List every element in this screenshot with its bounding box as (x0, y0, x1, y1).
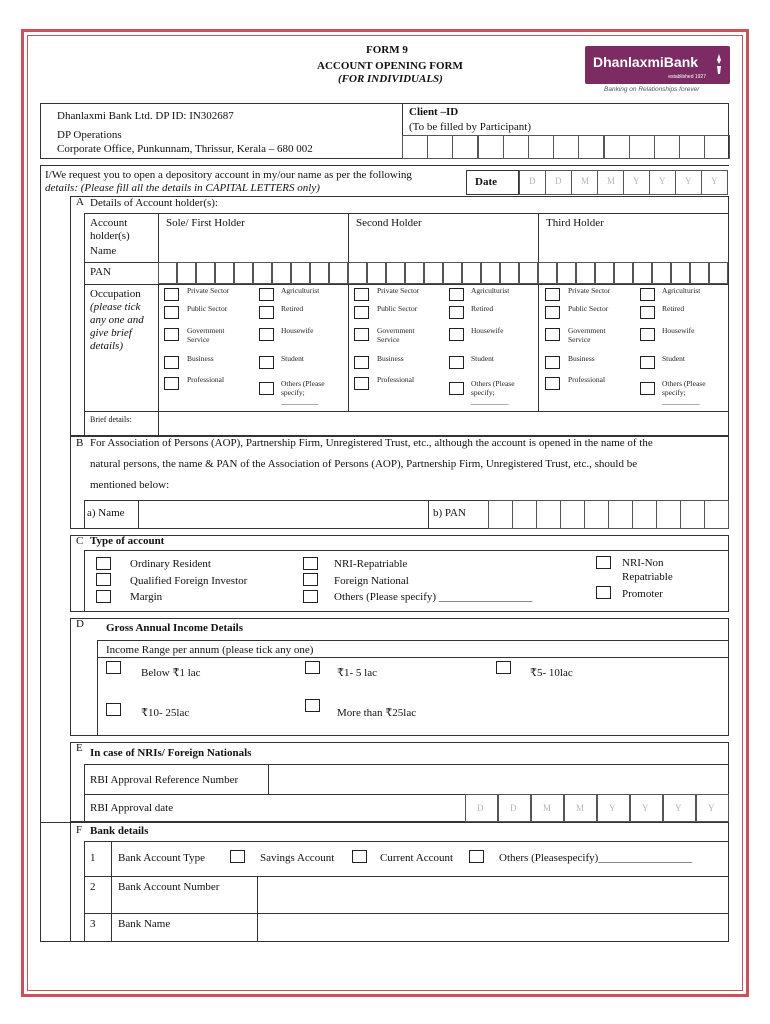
margin-checkbox[interactable] (96, 590, 111, 603)
income-1-5-label: ₹1- 5 lac (337, 667, 377, 679)
pan-cell-holder-2[interactable] (424, 262, 443, 284)
date-placeholder: Y (633, 176, 640, 186)
promoter-checkbox[interactable] (596, 586, 611, 599)
rbi-date-cell[interactable] (498, 794, 531, 822)
section-a-letter: A (76, 196, 84, 208)
pan-label: PAN (90, 266, 111, 278)
pan-cell-holder-1[interactable] (215, 262, 234, 284)
bank-logo (585, 46, 730, 84)
name-label: Name (90, 245, 117, 257)
date-placeholder: D (529, 176, 536, 186)
pan-cell-holder-1[interactable] (272, 262, 291, 284)
rbi-date-placeholder: M (543, 803, 552, 813)
occupation-option-label: Student (281, 354, 304, 363)
occupation-checkbox-holder-1[interactable] (164, 377, 179, 390)
savings-account-label: Savings Account (260, 852, 335, 864)
pan-cell-holder-3[interactable] (633, 262, 652, 284)
occupation-option-label: Student (471, 354, 494, 363)
pan-cell-holder-2[interactable] (500, 262, 519, 284)
account-holders-label (90, 217, 152, 243)
occupation-checkbox-holder-1[interactable] (164, 356, 179, 369)
date-cell[interactable] (519, 170, 546, 195)
occupation-option-label: Retired (662, 304, 685, 313)
rbi-date-placeholder: M (576, 803, 585, 813)
occupation-checkbox-holder-1[interactable] (259, 288, 274, 301)
nri-non-repatriable-label: Repatriable (622, 571, 673, 583)
logo-text: DhanlaxmiBank (593, 54, 699, 70)
pan-cell-holder-1[interactable] (177, 262, 196, 284)
aop-pan-cell[interactable] (704, 500, 729, 529)
section-d-title: Gross Annual Income Details (106, 622, 244, 634)
bank-row1-no: 1 (90, 852, 96, 864)
date-label: Date (475, 176, 497, 188)
occupation-checkbox-holder-3[interactable] (640, 356, 655, 369)
rbi-date-placeholder: D (477, 803, 484, 813)
occupation-option-label: Public Sector (568, 304, 609, 313)
pan-cell-holder-2[interactable] (519, 262, 538, 284)
income-range-label: Income Range per annum (please tick any one) (106, 644, 314, 656)
bank-tagline: Banking on Relationships forever (604, 86, 700, 93)
occupation-checkbox-holder-2[interactable] (354, 306, 369, 319)
rbi-date-cell[interactable] (531, 794, 564, 822)
client-id-cell[interactable] (402, 135, 428, 159)
section-a-title: Details of Account holder(s): (90, 197, 218, 209)
pan-cell-holder-3[interactable] (595, 262, 614, 284)
rbi-date-cell[interactable] (630, 794, 663, 822)
rbi-date-cell[interactable] (696, 794, 729, 822)
aop-pan-cell[interactable] (632, 500, 657, 529)
date-placeholder: Y (711, 176, 718, 186)
section-b-text3: mentioned below: (90, 479, 170, 491)
occupation-option-label: Housewife (662, 326, 695, 335)
bank-row3-no: 3 (90, 918, 96, 930)
pan-cell-holder-2[interactable] (367, 262, 386, 284)
occupation-checkbox-holder-2[interactable] (449, 356, 464, 369)
occupation-option-label: Business (187, 354, 214, 363)
client-id-cell[interactable] (704, 135, 730, 159)
nri-non-label: NRI-Non (622, 557, 664, 569)
holder-1-heading: Sole/ First Holder (166, 217, 245, 229)
aop-pan-cell[interactable] (512, 500, 537, 529)
pan-cell-holder-3[interactable] (709, 262, 728, 284)
pan-cell-holder-2[interactable] (405, 262, 424, 284)
client-id-note: (To be filled by Participant) (409, 121, 532, 133)
occupation-option-label: Professional (377, 375, 415, 384)
pan-cell-holder-1[interactable] (329, 262, 348, 284)
pan-cell-holder-1[interactable] (196, 262, 215, 284)
occupation-checkbox-holder-3[interactable] (640, 306, 655, 319)
rbi-date-cell[interactable] (564, 794, 597, 822)
client-id-label: Client –ID (409, 106, 459, 118)
account-holders-text: Account holder(s) (90, 217, 130, 242)
occupation-checkbox-holder-2[interactable] (354, 356, 369, 369)
income-10-25-label: ₹10- 25lac (141, 707, 190, 719)
pan-cell-holder-1[interactable] (234, 262, 253, 284)
section-c-title: Type of account (90, 535, 165, 547)
participant-line1: Dhanlaxmi Bank Ltd. DP ID: IN302687 (57, 110, 234, 122)
occupation-option-label: Private Sector (377, 286, 420, 295)
participant-address: Corporate Office, Punkunnam, Thrissur, Kerala – 680 002 (57, 143, 313, 155)
nri-repatriable-checkbox[interactable] (303, 557, 318, 570)
aop-pan-label: b) PAN (433, 507, 466, 519)
occupation-checkbox-holder-3[interactable] (545, 288, 560, 301)
pan-cell-holder-2[interactable] (443, 262, 462, 284)
income-10-25-checkbox[interactable] (106, 703, 121, 716)
lamp-emblem-icon (714, 52, 724, 76)
occupation-note-4: details) (90, 340, 123, 352)
pan-cell-holder-3[interactable] (557, 262, 576, 284)
brief-details-label: Brief details: (90, 415, 132, 424)
foreign-national-label: Foreign National (334, 575, 409, 587)
pan-cell-holder-2[interactable] (481, 262, 500, 284)
occupation-note-3: give brief (90, 327, 132, 339)
date-cell[interactable] (597, 170, 624, 195)
aop-pan-cell[interactable] (608, 500, 633, 529)
pan-cell-holder-1[interactable] (253, 262, 272, 284)
rbi-date-label: RBI Approval date (90, 802, 174, 814)
pan-cell-holder-3[interactable] (652, 262, 671, 284)
occupation-option-label: Agriculturist (471, 286, 510, 295)
section-b-letter: B (76, 437, 84, 449)
rbi-date-placeholder: Y (609, 803, 616, 813)
client-id-cell[interactable] (629, 135, 655, 159)
occupation-option-label: Retired (281, 304, 304, 313)
date-placeholder: M (581, 176, 590, 186)
pan-cell-holder-2[interactable] (386, 262, 405, 284)
section-f-title: Bank details (90, 825, 149, 837)
request-line1: I/We request you to open a depository account in my/our name as per the following (45, 169, 412, 181)
client-id-cell[interactable] (503, 135, 529, 159)
bank-account-type-label: Bank Account Type (118, 852, 206, 864)
rbi-date-placeholder: Y (708, 803, 715, 813)
aop-pan-cell[interactable] (488, 500, 513, 529)
pan-cell-holder-1[interactable] (158, 262, 177, 284)
occupation-option-label: Housewife (471, 326, 504, 335)
aop-pan-cell[interactable] (536, 500, 561, 529)
ordinary-resident-label: Ordinary Resident (130, 558, 211, 570)
occupation-option-label: Business (377, 354, 404, 363)
date-cell[interactable] (701, 170, 728, 195)
client-id-cell[interactable] (452, 135, 478, 159)
client-id-cell[interactable] (679, 135, 705, 159)
occupation-checkbox-holder-2[interactable] (354, 328, 369, 341)
client-id-cell[interactable] (553, 135, 579, 159)
occupation-checkbox-holder-3[interactable] (545, 356, 560, 369)
income-above-25-label: More than ₹25lac (337, 707, 417, 719)
occupation-checkbox-holder-1[interactable] (164, 288, 179, 301)
foreign-national-checkbox[interactable] (303, 573, 318, 586)
qfi-label: Qualified Foreign Investor (130, 575, 248, 587)
pan-cell-holder-2[interactable] (348, 262, 367, 284)
occupation-checkbox-holder-3[interactable] (545, 306, 560, 319)
occupation-checkbox-holder-2[interactable] (449, 382, 464, 395)
aop-pan-cell[interactable] (560, 500, 585, 529)
others-bank-account-checkbox[interactable] (469, 850, 484, 863)
occupation-checkbox-holder-3[interactable] (640, 382, 655, 395)
current-account-checkbox[interactable] (352, 850, 367, 863)
section-b-text2: natural persons, the name & PAN of the Association of Persons (AOP), Partnership Firm, Unregistered Trust, etc., should be (90, 458, 638, 470)
occupation-option-label: Student (662, 354, 685, 363)
occupation-checkbox-holder-2[interactable] (354, 377, 369, 390)
occupation-option-label: Public Sector (377, 304, 418, 313)
aop-pan-cell[interactable] (584, 500, 609, 529)
rbi-date-placeholder: Y (642, 803, 649, 813)
occupation-checkbox-holder-3[interactable] (640, 328, 655, 341)
occupation-label: Occupation (90, 288, 141, 300)
qfi-checkbox[interactable] (96, 573, 111, 586)
nri-repatriable-label: NRI-Repatriable (334, 558, 408, 570)
income-below-1-checkbox[interactable] (106, 661, 121, 674)
occupation-checkbox-holder-1[interactable] (164, 306, 179, 319)
client-id-cell[interactable] (478, 135, 504, 159)
occupation-option-label: Others (Please specify; __________ (281, 379, 325, 406)
savings-account-checkbox[interactable] (230, 850, 245, 863)
occupation-option-label: Others (Please specify; __________ (662, 379, 706, 406)
occupation-checkbox-holder-1[interactable] (259, 306, 274, 319)
pan-cell-holder-3[interactable] (690, 262, 709, 284)
occupation-option-label: Private Sector (187, 286, 230, 295)
section-b-text1: For Association of Persons (AOP), Partnership Firm, Unregistered Trust, etc., although the account is opened in the name of the (90, 437, 653, 449)
left-margin-column (40, 165, 71, 822)
rbi-date-placeholder: Y (675, 803, 682, 813)
rbi-date-cell[interactable] (597, 794, 630, 822)
occupation-option-label: Business (568, 354, 595, 363)
occupation-checkbox-holder-1[interactable] (259, 356, 274, 369)
aop-name-label: a) Name (87, 507, 125, 519)
date-placeholder: M (607, 176, 616, 186)
bank-account-number-label: Bank Account Number (118, 881, 220, 893)
date-cell[interactable] (571, 170, 598, 195)
margin-label: Margin (130, 591, 163, 603)
date-placeholder: Y (659, 176, 666, 186)
date-cell[interactable] (675, 170, 702, 195)
date-cell[interactable] (649, 170, 676, 195)
section-f-left-border (40, 822, 71, 942)
aop-pan-cell[interactable] (680, 500, 705, 529)
holder-2-heading: Second Holder (356, 217, 422, 229)
bank-name-input[interactable] (257, 913, 729, 942)
occupation-option-label: Government Service (377, 326, 415, 344)
bank-name-label: Bank Name (118, 918, 171, 930)
promoter-label: Promoter (622, 588, 663, 600)
occupation-checkbox-holder-3[interactable] (545, 377, 560, 390)
date-cell[interactable] (545, 170, 572, 195)
client-id-cell[interactable] (578, 135, 604, 159)
pan-cell-holder-3[interactable] (671, 262, 690, 284)
form-subtitle: (FOR INDIVIDUALS) (338, 73, 443, 85)
others-bank-account-label: Others (Pleasespecify)_________________ (499, 852, 692, 864)
section-e-letter: E (76, 742, 83, 754)
occupation-checkbox-holder-1[interactable] (259, 382, 274, 395)
bank-account-number-input[interactable] (257, 876, 729, 913)
occupation-option-label: Private Sector (568, 286, 611, 295)
occupation-option-label: Agriculturist (662, 286, 701, 295)
occupation-option-label: Retired (471, 304, 494, 313)
income-below-1-label: Below ₹1 lac (141, 667, 201, 679)
logo-established: established 1927 (668, 74, 706, 80)
occupation-option-label: Government Service (187, 326, 225, 344)
pan-cell-holder-3[interactable] (538, 262, 557, 284)
pan-cell-holder-3[interactable] (576, 262, 595, 284)
occupation-option-label: Professional (568, 375, 606, 384)
occupation-option-label: Agriculturist (281, 286, 320, 295)
rbi-date-cell[interactable] (465, 794, 498, 822)
occupation-checkbox-holder-1[interactable] (259, 328, 274, 341)
client-id-cell[interactable] (604, 135, 630, 159)
occupation-option-label: Government Service (568, 326, 606, 344)
occupation-checkbox-holder-3[interactable] (640, 288, 655, 301)
current-account-label: Current Account (380, 852, 454, 864)
form-number: FORM 9 (366, 44, 408, 56)
occupation-checkbox-holder-1[interactable] (164, 328, 179, 341)
occupation-checkbox-holder-2[interactable] (449, 306, 464, 319)
occupation-option-label: Housewife (281, 326, 314, 335)
income-above-25-checkbox[interactable] (305, 699, 320, 712)
date-cell[interactable] (623, 170, 650, 195)
occupation-checkbox-holder-2[interactable] (354, 288, 369, 301)
others-account-checkbox[interactable] (303, 590, 318, 603)
client-id-cell[interactable] (528, 135, 554, 159)
income-5-10-label: ₹5- 10lac (530, 667, 573, 679)
rbi-reference-label: RBI Approval Reference Number (90, 774, 239, 786)
occupation-note-1: (please tick (90, 301, 141, 313)
form-title: ACCOUNT OPENING FORM (317, 60, 463, 72)
occupation-checkbox-holder-2[interactable] (449, 328, 464, 341)
pan-cell-holder-1[interactable] (310, 262, 329, 284)
aop-pan-cell[interactable] (656, 500, 681, 529)
occupation-option-label: Others (Please specify; __________ (471, 379, 515, 406)
ordinary-resident-checkbox[interactable] (96, 557, 111, 570)
participant-line2: DP Operations (57, 129, 122, 141)
holder-3-heading: Third Holder (546, 217, 604, 229)
pan-cell-holder-3[interactable] (614, 262, 633, 284)
section-e-title: In case of NRIs/ Foreign Nationals (90, 747, 252, 759)
section-d-letter: D (76, 618, 84, 630)
pan-cell-holder-1[interactable] (291, 262, 310, 284)
others-account-label: Others (Please specify) _________________ (334, 591, 533, 603)
pan-cell-holder-2[interactable] (462, 262, 481, 284)
occupation-checkbox-holder-2[interactable] (449, 288, 464, 301)
client-id-cell[interactable] (654, 135, 680, 159)
client-id-cell[interactable] (427, 135, 453, 159)
request-line2: details: (Please fill all the details in CAPITAL LETTERS only) (45, 182, 320, 194)
income-1-5-checkbox[interactable] (305, 661, 320, 674)
date-placeholder: Y (685, 176, 692, 186)
income-5-10-checkbox[interactable] (496, 661, 511, 674)
occupation-option-label: Professional (187, 375, 225, 384)
bank-row2-no: 2 (90, 881, 96, 893)
section-f-letter: F (76, 824, 83, 836)
rbi-date-placeholder: D (510, 803, 517, 813)
nri-non-repatriable-checkbox[interactable] (596, 556, 611, 569)
date-placeholder: D (555, 176, 562, 186)
occupation-checkbox-holder-3[interactable] (545, 328, 560, 341)
section-c-letter: C (76, 535, 84, 547)
occupation-note-2: any one and (90, 314, 144, 326)
rbi-date-cell[interactable] (663, 794, 696, 822)
occupation-option-label: Public Sector (187, 304, 228, 313)
